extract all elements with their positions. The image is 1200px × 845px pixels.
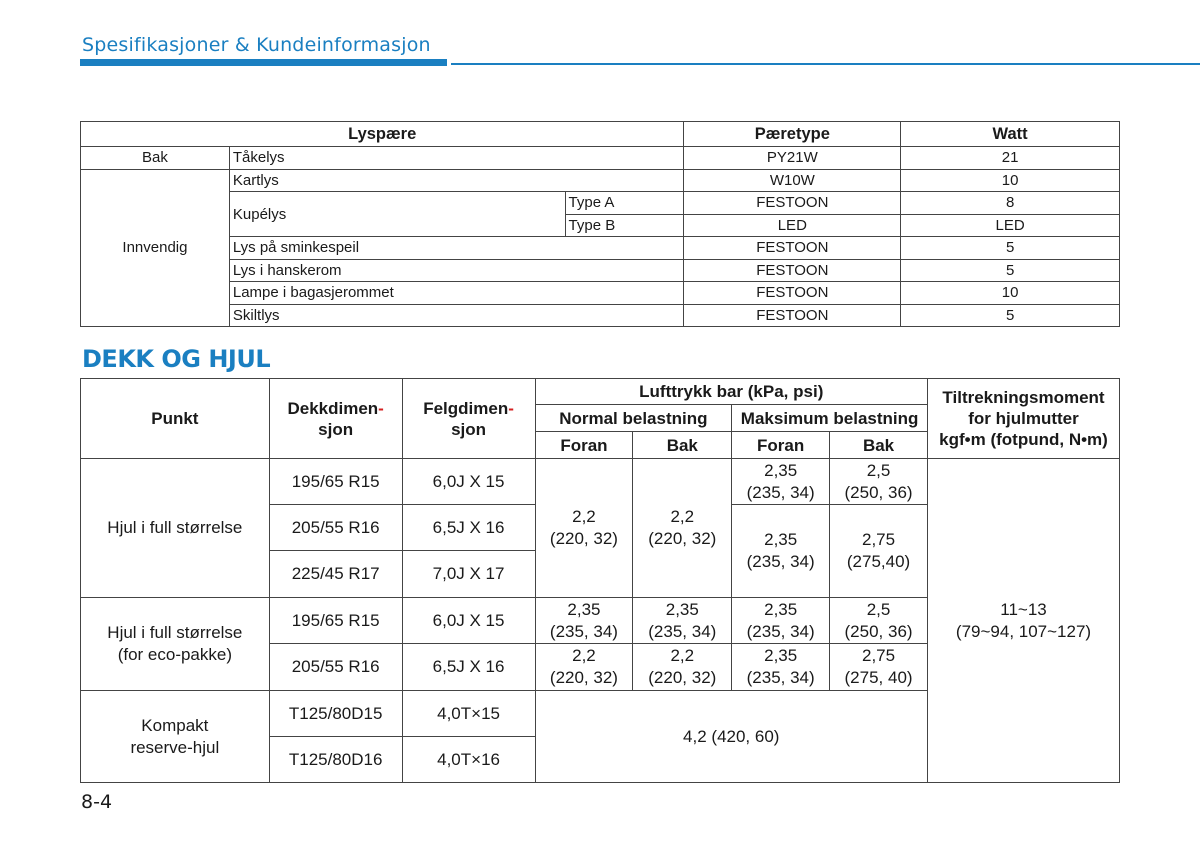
row-label-eco [81,598,270,691]
pressure-bar: 2,2 [670,507,695,526]
pressure-kpa-psi: (250, 36) [844,621,913,641]
pressure-cell [535,598,633,644]
section-title: DEKK OG HJUL [82,345,271,373]
hyphen: - [378,398,384,418]
pressure-kpa-psi: (235, 34) [549,621,618,641]
pressure-cell [830,644,928,691]
bulb-name: Skiltlys [229,304,684,327]
chapter-title: Spesifikasjoner & Kundeinformasjon [82,34,431,56]
header-tire-size-1: Dekkdimen [287,398,379,418]
pressure-cell [633,644,732,691]
header-rim-size-2: sjon [451,419,487,439]
chapter-rule [451,63,1200,65]
header-front: Foran [535,432,633,459]
chapter-rule-accent [80,59,447,66]
pressure-kpa-psi: (235, 34) [746,552,815,571]
table-row [81,147,1120,170]
pressure-kpa-psi: (220, 32) [648,668,717,687]
bulb-variant: Type A [565,192,684,215]
wheel-table [80,378,1120,783]
pressure-bar: 2,35 [764,460,798,480]
header-torque-2: for hjulmutter [968,409,1079,428]
bulb-type: W10W [684,169,901,192]
table-row [81,459,1120,505]
rim-size: 7,0J X 17 [402,551,535,598]
pressure-bar: 2,2 [572,646,596,665]
pressure-bar: 2,35 [764,599,798,619]
pressure-kpa-psi: (220, 32) [549,668,618,687]
header-rim-size [402,379,535,459]
page-number: 8-4 [81,791,113,813]
tire-size: 195/65 R15 [269,459,402,505]
pressure-cell [732,459,830,505]
bulb-type: LED [684,214,901,237]
pressure-kpa-psi: (235, 34) [746,482,815,502]
torque-value-alt: (79~94, 107~127) [955,621,1092,641]
table-row [81,237,1120,260]
bulb-name: Lys i hanskerom [229,259,684,282]
rim-size: 4,0T×16 [402,737,535,783]
tire-size: 205/55 R16 [269,505,402,551]
row-label-spare-2: reserve-hjul [130,737,220,757]
torque-value: 11~13 [1000,599,1047,619]
pressure-cell [830,598,928,644]
header-torque [928,379,1120,459]
pressure-cell [732,644,830,691]
tire-size: 195/65 R15 [269,598,402,644]
table-header-row [81,122,1120,147]
rim-size: 6,0J X 15 [402,459,535,505]
group-rear: Bak [81,147,230,170]
table-row [81,304,1120,327]
bulb-type: FESTOON [684,259,901,282]
pressure-kpa-psi: (275,40) [846,552,911,571]
pressure-bar: 2,35 [764,646,798,665]
pressure-kpa-psi: (235, 34) [746,621,815,641]
bulb-name: Kartlys [229,169,684,192]
pressure-cell [830,459,928,505]
header-front: Foran [732,432,830,459]
row-label-eco-2: (for eco-pakke) [117,645,233,664]
header-tire-size [269,379,402,459]
pressure-kpa-psi: (235, 34) [648,621,717,641]
header-tire-size-2: sjon [318,419,354,439]
bulb-watt: 8 [901,192,1120,215]
pressure-bar: 2,5 [866,460,891,480]
pressure-cell [732,505,830,598]
header-rear: Bak [633,432,732,459]
bulb-name: Lys på sminkespeil [229,237,684,260]
pressure-cell [633,459,732,598]
tire-size: 205/55 R16 [269,644,402,691]
header-rim-size-1: Felgdimen [423,398,509,418]
bulb-watt: 5 [901,304,1120,327]
row-label-spare-1: Kompakt [141,715,209,735]
pressure-cell [830,505,928,598]
bulb-variant: Type B [565,214,684,237]
header-torque-3: kgf•m (fotpund, N•m) [939,430,1108,449]
pressure-kpa-psi: (235, 34) [746,668,815,687]
table-row [81,282,1120,305]
bulb-table [80,121,1120,327]
header-normal-load: Normal belastning [535,405,732,432]
pressure-bar: 2,2 [670,646,695,665]
pressure-cell [535,459,633,598]
bulb-name: Tåkelys [229,147,684,170]
bulb-name: Kupélys [229,192,565,237]
tire-size: 225/45 R17 [269,551,402,598]
pressure-bar: 2,5 [866,599,891,619]
hyphen: - [508,398,514,418]
pressure-bar: 2,75 [862,646,896,665]
header-bulb: Lyspære [81,122,684,147]
spare-pressure: 4,2 (420, 60) [535,691,928,783]
bulb-watt: 10 [901,282,1120,305]
table-row [81,192,1120,215]
torque-cell [928,459,1120,783]
bulb-watt: 5 [901,237,1120,260]
header-max-load: Maksimum belastning [732,405,928,432]
pressure-kpa-psi: (220, 32) [648,529,717,548]
header-pressure: Lufttrykk bar (kPa, psi) [535,379,928,405]
bulb-watt: 5 [901,259,1120,282]
table-row [81,259,1120,282]
bulb-watt: 21 [901,147,1120,170]
rim-size: 6,5J X 16 [402,505,535,551]
pressure-cell [633,598,732,644]
header-bulb-type: Pæretype [684,122,901,147]
pressure-bar: 2,35 [665,599,699,619]
table-header-row [81,379,1120,405]
header-item: Punkt [81,379,270,459]
tire-size: T125/80D16 [269,737,402,783]
bulb-type: PY21W [684,147,901,170]
rim-size: 6,0J X 15 [402,598,535,644]
header-torque-1: Tiltrekningsmoment [942,388,1105,407]
table-row [81,169,1120,192]
bulb-type: FESTOON [684,237,901,260]
pressure-kpa-psi: (275, 40) [844,668,913,687]
group-interior: Innvendig [81,169,230,327]
bulb-type: FESTOON [684,304,901,327]
bulb-type: FESTOON [684,192,901,215]
rim-size: 6,5J X 16 [402,644,535,691]
bulb-name: Lampe i bagasjerommet [229,282,684,305]
pressure-bar: 2,2 [572,507,596,526]
tire-size: T125/80D15 [269,691,402,737]
bulb-watt: LED [901,214,1120,237]
row-label-full-size: Hjul i full størrelse [81,459,270,598]
row-label-spare [81,691,270,783]
pressure-cell [732,598,830,644]
bulb-type: FESTOON [684,282,901,305]
rim-size: 4,0T×15 [402,691,535,737]
bulb-watt: 10 [901,169,1120,192]
header-rear: Bak [830,432,928,459]
pressure-bar: 2,35 [567,599,601,619]
pressure-kpa-psi: (250, 36) [844,482,913,502]
pressure-kpa-psi: (220, 32) [549,529,618,548]
row-label-eco-1: Hjul i full størrelse [107,623,243,642]
header-watt: Watt [901,122,1120,147]
pressure-bar: 2,75 [862,530,896,549]
pressure-cell [535,644,633,691]
pressure-bar: 2,35 [764,530,798,549]
